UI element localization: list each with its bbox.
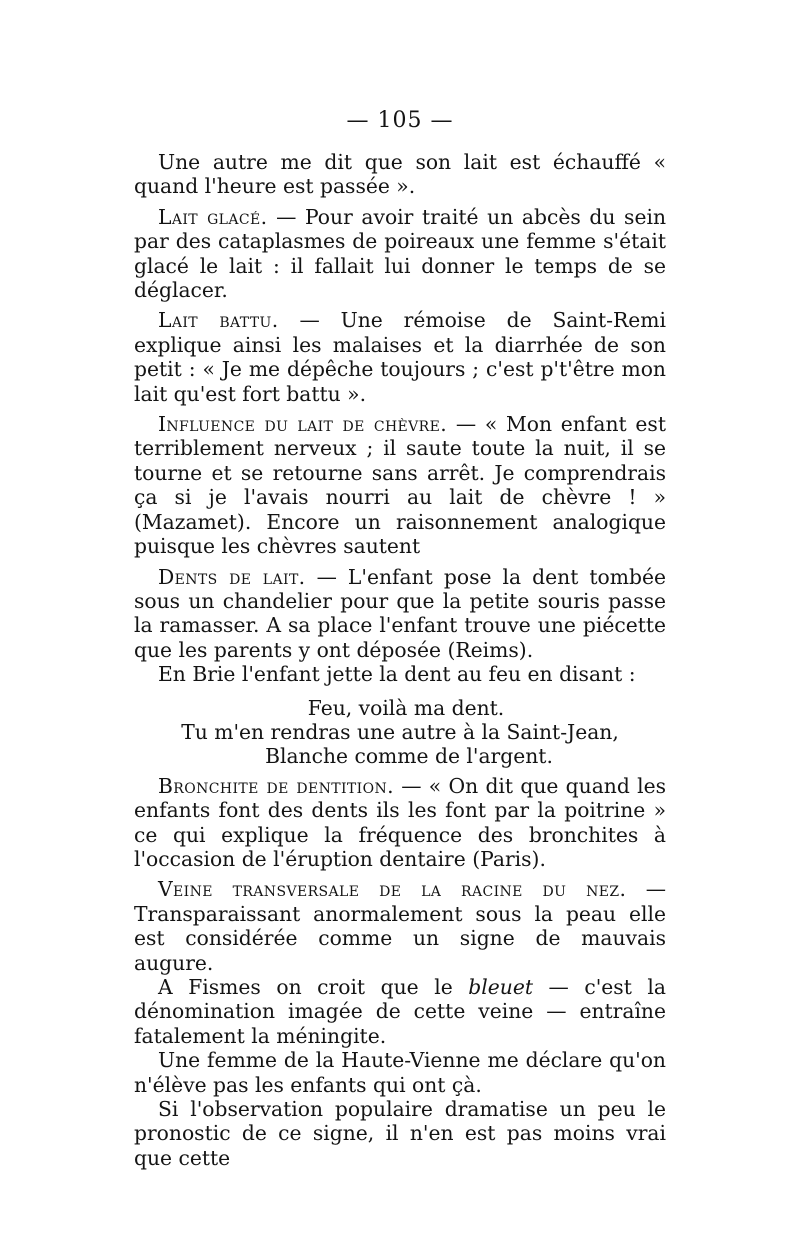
paragraph — [134, 662, 666, 686]
verse — [134, 696, 666, 769]
paragraph-text: Si l'observation populaire dramatise un peu le pronostic de ce signe, il n'en est pas moins vrai que cette — [134, 1097, 666, 1170]
paragraph-text: — Transparaissant anormalement sous la peau elle est considérée comme un signe de mauvais augure. — [134, 877, 666, 975]
entry-heading: Influence du lait de chèvre. — [158, 412, 448, 437]
paragraph — [134, 565, 666, 663]
paragraph-text: — Pour avoir traité un abcès du sein par des cataplasmes de poireaux une femme s'était glacé le lait : il fallait lui donner le temps de se déglacer. — [134, 204, 667, 303]
paragraph-text: — « Mon enfant est terriblement nerveux ; il saute toute la nuit, il se tourne et se retourne sans arrêt. Je comprendrais ça si je l'avais nourri au lait de chèvre ! » (Mazamet). Encore un raisonnement analogique puisque les chèvres sautent — [134, 412, 666, 559]
paragraph-text: En Brie l'enfant jette la dent au feu en disant : — [158, 662, 636, 687]
paragraph — [134, 205, 666, 303]
entry-heading: Lait battu. — [158, 308, 279, 333]
paragraph-text: Une autre me dit que son lait est échauffé « quand l'heure est passée ». — [134, 150, 666, 199]
paragraph-text: Une femme de la Haute-Vienne me déclare qu'on n'élève pas les enfants qui ont çà. — [134, 1048, 666, 1097]
italic-term: bleuet — [468, 975, 533, 999]
verse-line: Blanche comme de l'argent. — [265, 744, 553, 769]
paragraph — [134, 774, 666, 872]
paragraph — [134, 150, 666, 199]
paragraph-text: — « On dit que quand les enfants font des dents ils les font par la poitrine » ce qui explique la fréquence des bronchites à l'occasion de l'éruption dentaire (Paris). — [134, 773, 666, 871]
page-number: — 105 — — [346, 108, 454, 133]
body-text — [134, 150, 666, 1170]
verse-line: Tu m'en rendras une autre à la Saint-Jean, — [181, 719, 619, 744]
verse-line: Feu, voilà ma dent. — [307, 695, 505, 720]
paragraph-text: — c'est la dénomination imagée de cette veine — entraîne fatalement la méningite. — [134, 975, 666, 1048]
entry-heading: Dents de lait. — [158, 564, 306, 589]
paragraph-text: — Une rémoise de Saint-Remi explique ainsi les malaises et la diarrhée de son petit : « Je me dépêche toujours ; c'est p't'être mon lait qu'est fort battu ». — [134, 308, 666, 406]
paragraph — [134, 1097, 666, 1170]
entry-heading: Lait glacé. — [158, 204, 268, 229]
paragraph-text: — L'enfant pose la dent tombée sous un chandelier pour que la petite souris passe la ramasser. A sa place l'enfant trouve une piécette que les parents y ont déposée (Reims). — [134, 564, 666, 662]
paragraph — [134, 877, 666, 975]
paragraph — [134, 412, 666, 558]
entry-heading: Veine transversale de la racine du nez. — [158, 877, 627, 902]
paragraph — [134, 975, 666, 1048]
paragraph — [134, 1048, 666, 1097]
entry-heading: Bronchite de dentition. — [158, 773, 394, 798]
paragraph-text: A Fismes on croit que le — [158, 975, 469, 999]
paragraph — [134, 308, 666, 406]
